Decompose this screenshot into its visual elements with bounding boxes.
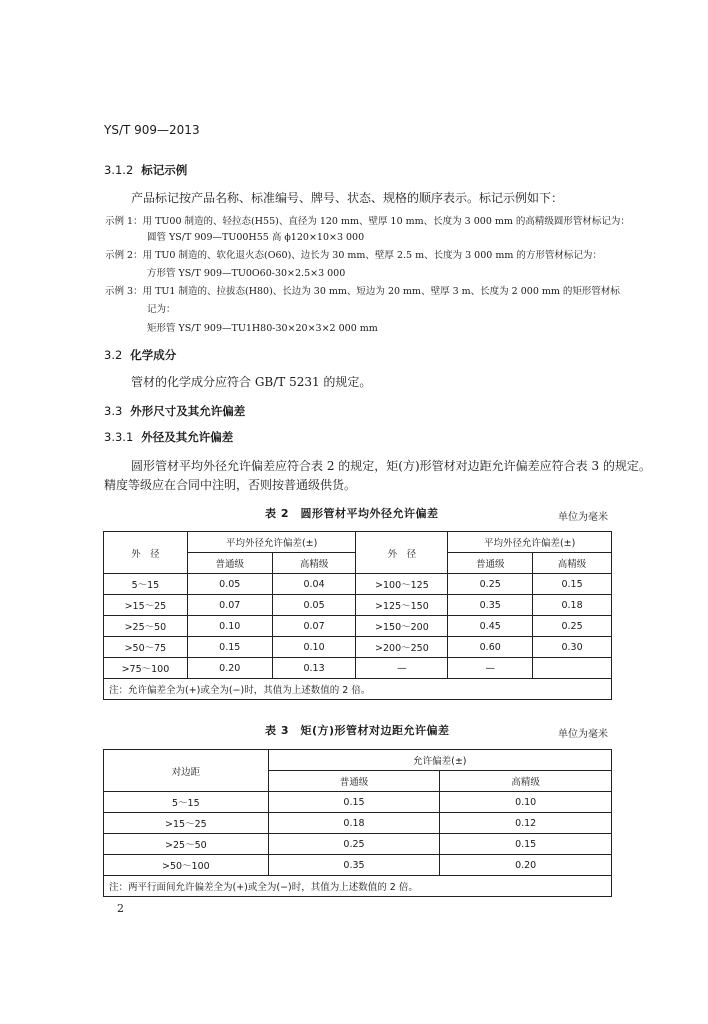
table-cell: 0.25 (268, 834, 440, 855)
table-row (104, 616, 612, 637)
example-2-text: 示例 2：用 TU0 制造的、软化退火态(O60)、边长为 30 mm、壁厚 2.5 m、长度为 3 000 mm 的方形管材标记为： (105, 250, 602, 261)
table-cell: 0.60 (448, 637, 533, 658)
table-cell: >50～75 (104, 637, 188, 658)
section-title: 外形尺寸及其允许偏差 (130, 404, 246, 418)
table-cell: 0.04 (272, 574, 356, 595)
table-row (104, 637, 612, 658)
table-row (104, 834, 612, 855)
section-title: 化学成分 (130, 348, 177, 362)
table-cell: 0.18 (268, 813, 440, 834)
table-row (104, 813, 612, 834)
table-cell: >150～200 (356, 616, 448, 637)
example-1-text: 示例 1：用 TU00 制造的、轻拉态(H55)、直径为 120 mm、壁厚 10 mm、长度为 3 000 mm 的高精级圆形管材标记为： (105, 216, 630, 227)
table-cell: 0.18 (533, 595, 612, 616)
table-cell: — (356, 658, 448, 679)
example-3-text: 示例 3：用 TU1 制造的、拉拔态(H80)、长边为 30 mm、短边为 20 mm、壁厚 3 m、长度为 2 000 mm 的矩形管材标 (105, 286, 620, 297)
table-cell: 0.45 (448, 616, 533, 637)
page-number: 2 (117, 902, 124, 915)
table-2-unit: 单位为毫米 (558, 512, 608, 523)
table-3-header-normal: 普通级 (268, 771, 440, 792)
example-2-mark: 方形管 YS/T 909—TU0O60-30×2.5×3 000 (147, 268, 346, 279)
table-row (104, 792, 612, 813)
table-2-header-normal: 普通级 (187, 553, 272, 574)
table-3-note: 注：两平行面间允许偏差全为(+)或全为(−)时，其值为上述数值的 2 倍。 (104, 876, 612, 897)
marking-intro: 产品标记按产品名称、标准编号、牌号、状态、规格的顺序表示。标记示例如下： (131, 191, 564, 205)
section-number: 3.3.1 (104, 430, 134, 444)
tolerance-text-1: 圆形管材平均外径允许偏差应符合表 2 的规定，矩(方)形管材对边距允许偏差应符合表 3 的规定。 (131, 459, 651, 473)
table-cell: 0.10 (272, 637, 356, 658)
table-cell: 0.20 (440, 855, 612, 876)
table-3-caption: 表 3 矩(方)形管材对边距允许偏差 (265, 724, 450, 737)
table-cell: >50～100 (104, 855, 269, 876)
table-cell (533, 658, 612, 679)
table-cell: 0.35 (268, 855, 440, 876)
example-3-mark: 矩形管 YS/T 909—TU1H80-30×20×3×2 000 mm (147, 323, 378, 334)
table-2-header-high: 高精级 (272, 553, 356, 574)
table-cell: 0.15 (268, 792, 440, 813)
table-row (104, 658, 612, 679)
table-cell: >25～50 (104, 834, 269, 855)
table-cell: 0.15 (187, 637, 272, 658)
table-cell: 0.25 (448, 574, 533, 595)
example-1-mark: 圆管 YS/T 909—TU00H55 高 ϕ120×10×3 000 (147, 232, 365, 243)
table-2 (103, 531, 612, 700)
table-row (104, 595, 612, 616)
section-title: 外径及其允许偏差 (141, 430, 234, 444)
table-cell: >15～25 (104, 813, 269, 834)
tolerance-text-2: 精度等级应在合同中注明，否则按普通级供货。 (104, 478, 357, 492)
table-3 (103, 749, 612, 897)
table-cell: 0.12 (440, 813, 612, 834)
table-3-header-tolerance: 允许偏差(±) (268, 750, 611, 771)
table-cell: 0.07 (187, 595, 272, 616)
table-2-header-tolerance-2: 平均外径允许偏差(±) (448, 532, 612, 553)
table-cell: >15～25 (104, 595, 188, 616)
section-3-3-heading (104, 403, 245, 419)
example-3-text-cont: 记为： (147, 304, 176, 315)
table-3-unit: 单位为毫米 (558, 729, 608, 740)
table-cell: >75～100 (104, 658, 188, 679)
section-title: 标记示例 (141, 163, 188, 177)
table-2-header-normal-2: 普通级 (448, 553, 533, 574)
table-3-header-distance: 对边距 (104, 750, 269, 792)
table-cell: 0.15 (533, 574, 612, 595)
table-3-header-high: 高精级 (440, 771, 612, 792)
section-3-2-heading (104, 347, 176, 363)
table-cell: 0.35 (448, 595, 533, 616)
table-cell: 0.05 (272, 595, 356, 616)
section-number: 3.3 (104, 404, 123, 418)
table-cell: >25～50 (104, 616, 188, 637)
standard-code: YS/T 909—2013 (104, 123, 200, 137)
table-cell: >125～150 (356, 595, 448, 616)
table-cell: — (448, 658, 533, 679)
table-row (104, 574, 612, 595)
table-cell: 5～15 (104, 792, 269, 813)
table-cell: 0.15 (440, 834, 612, 855)
table-2-header-tolerance: 平均外径允许偏差(±) (187, 532, 356, 553)
section-3-3-1-heading (104, 429, 233, 445)
table-cell: 0.10 (440, 792, 612, 813)
table-row (104, 855, 612, 876)
table-2-header-high-2: 高精级 (533, 553, 612, 574)
table-2-note: 注：允许偏差全为(+)或全为(−)时，其值为上述数值的 2 倍。 (104, 679, 612, 700)
table-cell: 0.20 (187, 658, 272, 679)
table-2-caption: 表 2 圆形管材平均外径允许偏差 (265, 507, 439, 520)
table-2-header-diameter-2: 外 径 (356, 532, 448, 574)
chemical-composition-text: 管材的化学成分应符合 GB/T 5231 的规定。 (131, 375, 372, 389)
table-cell: 0.13 (272, 658, 356, 679)
table-cell: 0.05 (187, 574, 272, 595)
table-cell: >200～250 (356, 637, 448, 658)
section-number: 3.2 (104, 348, 123, 362)
section-number: 3.1.2 (104, 163, 134, 177)
table-cell: 0.07 (272, 616, 356, 637)
section-3-1-2-heading (104, 162, 187, 178)
table-cell: 0.25 (533, 616, 612, 637)
table-cell: 5～15 (104, 574, 188, 595)
table-cell: >100～125 (356, 574, 448, 595)
table-cell: 0.30 (533, 637, 612, 658)
table-cell: 0.10 (187, 616, 272, 637)
table-2-header-diameter: 外 径 (104, 532, 188, 574)
